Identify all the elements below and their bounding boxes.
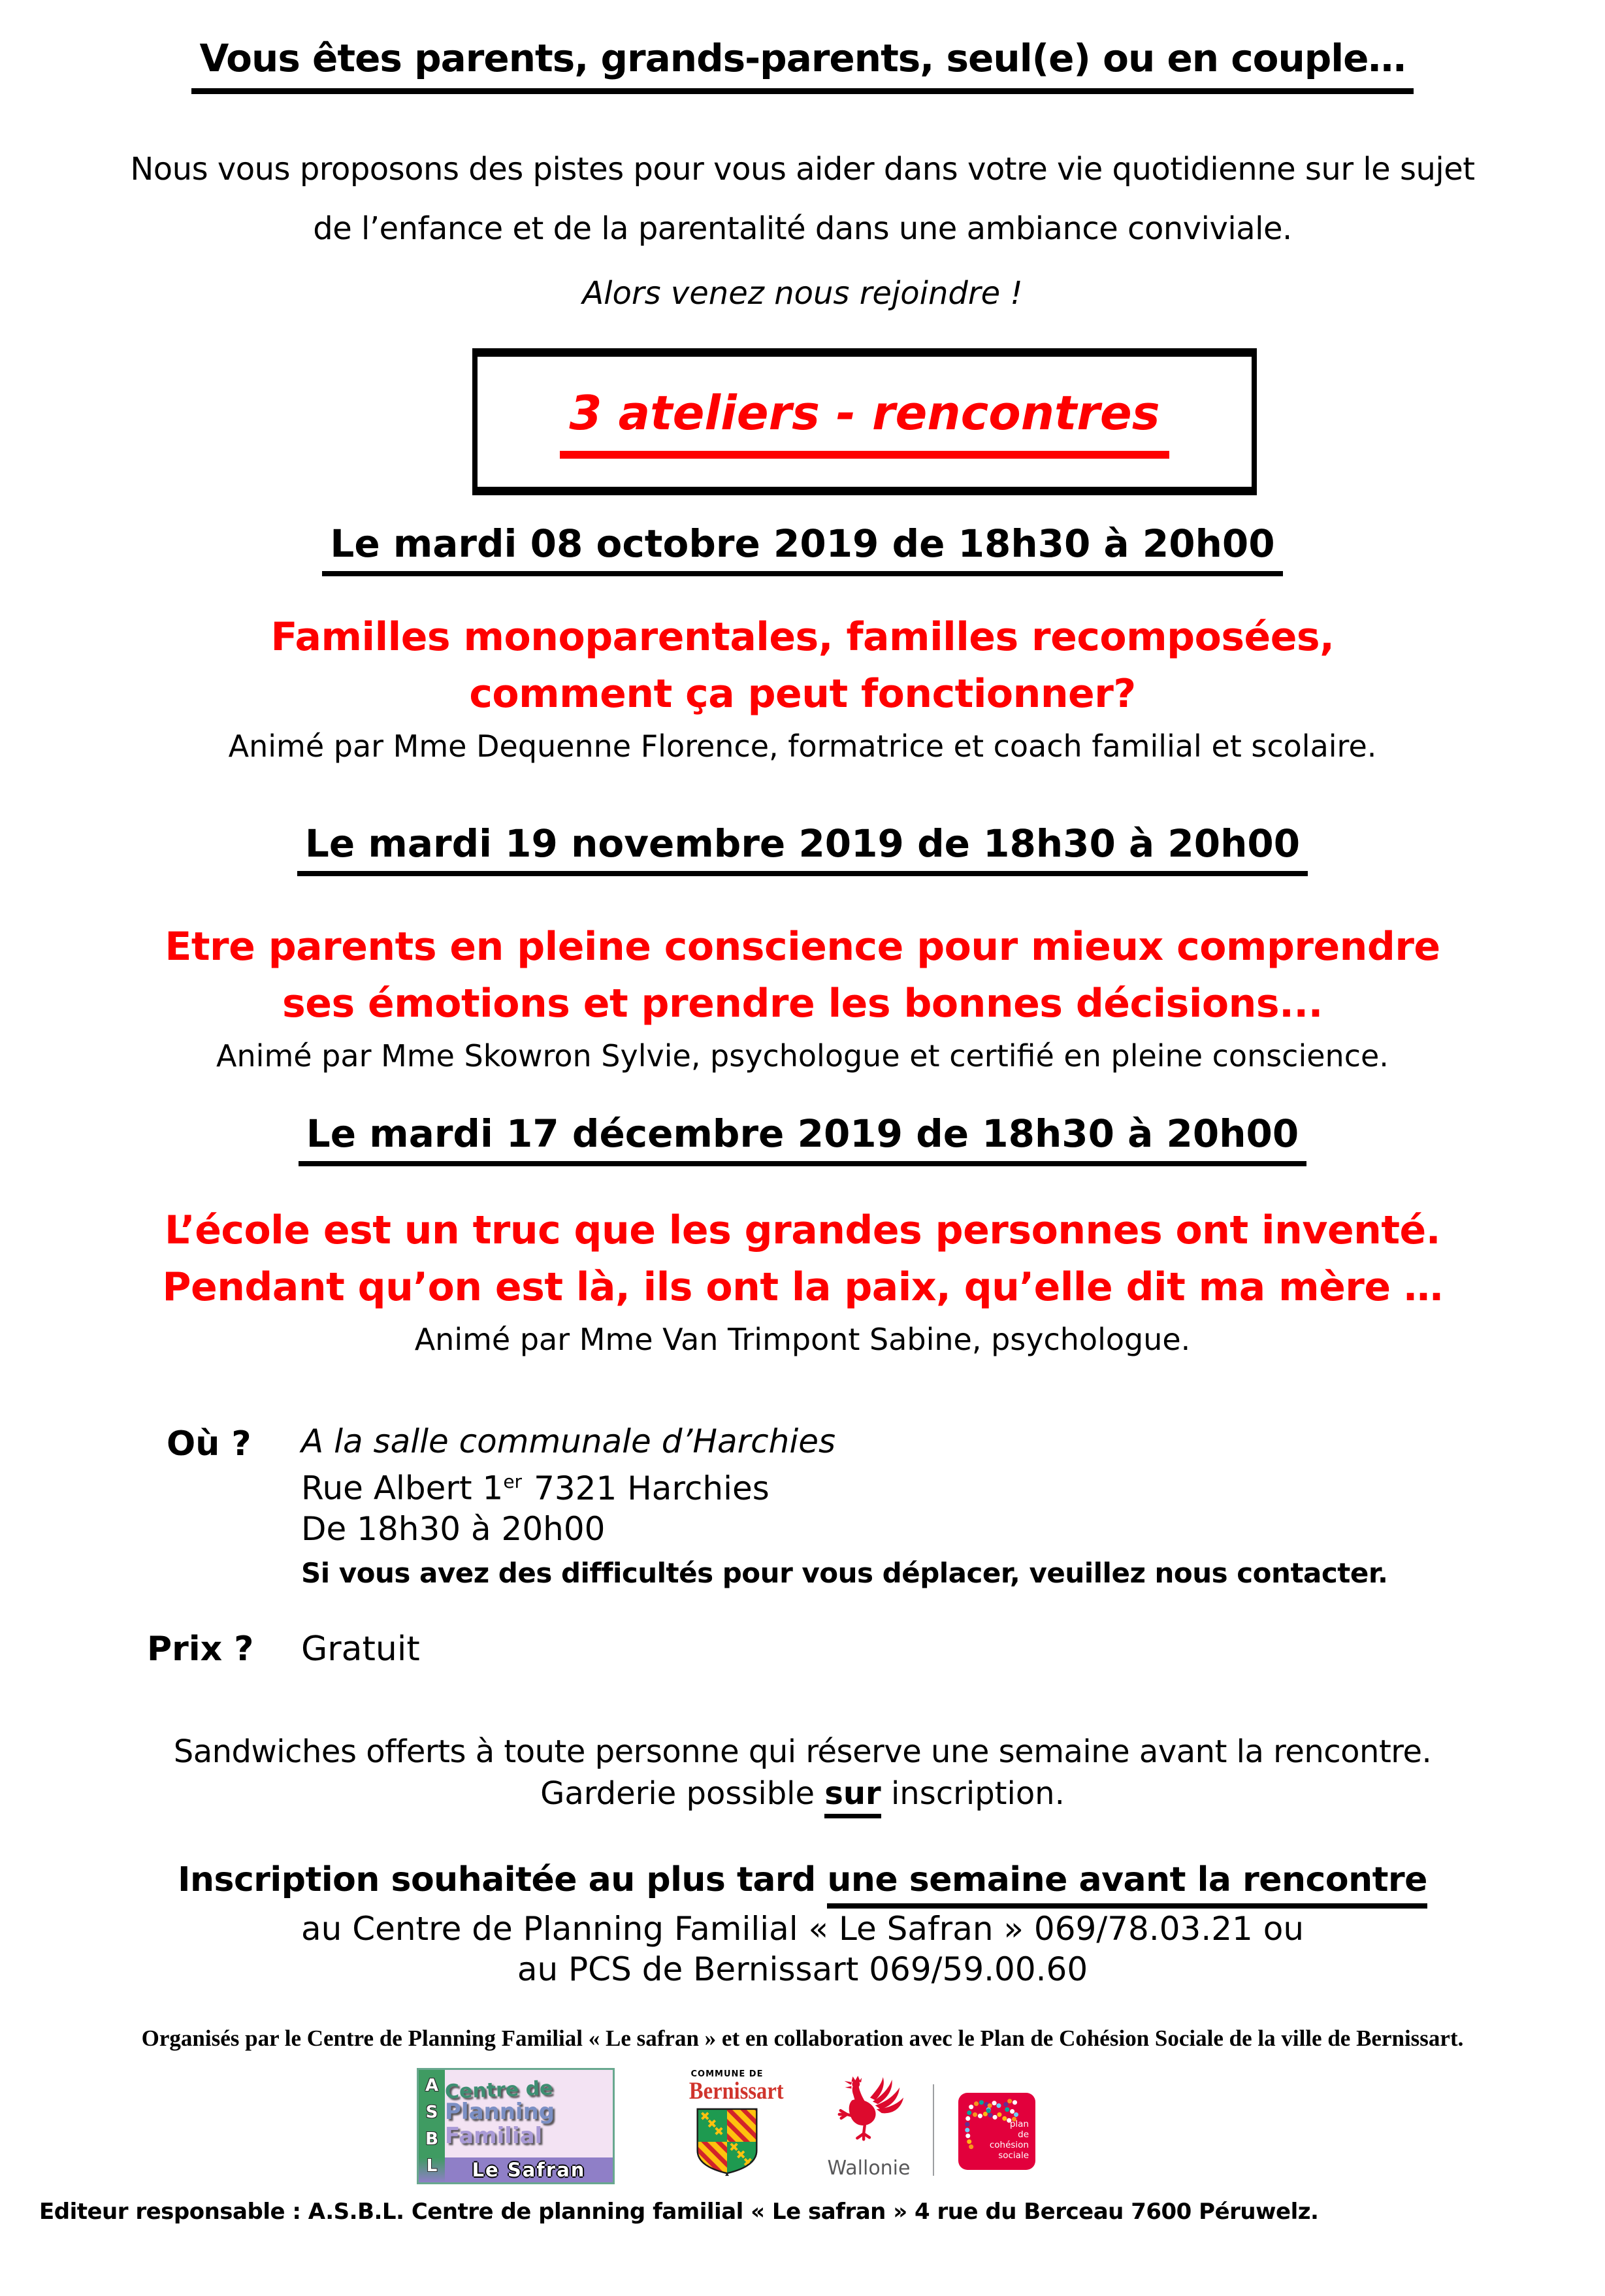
asbl-logo-text: Centre de Planning Familial bbox=[444, 2076, 555, 2149]
flyer-page bbox=[0, 36, 1605, 2225]
bernissart-commune-label: COMMUNE DE bbox=[690, 2069, 764, 2079]
workshop-2-title: Etre parents en pleine conscience pour mieux comprendre ses émotions et prendre les bonnes décisions... bbox=[165, 924, 1440, 1026]
intro-line-1: Nous vous proposons des pistes pour vous aider dans votre vie quotidienne sur le sujet bbox=[130, 151, 1475, 188]
registration-contacts bbox=[39, 1909, 1566, 1990]
workshop-1-date: Le mardi 08 octobre 2019 de 18h30 à 20h00 bbox=[39, 521, 1566, 576]
workshop-1-title: Familles monoparentales, familles recomposées, comment ça peut fonctionner? bbox=[270, 614, 1335, 717]
registration-deadline: une semaine avant la rencontre bbox=[827, 1860, 1427, 1909]
logo-separator bbox=[933, 2084, 934, 2176]
price-section bbox=[39, 1630, 1566, 1669]
centre-planning-familial-logo bbox=[417, 2068, 615, 2184]
sandwiches-note: Sandwiches offerts à toute personne qui réserve une semaine avant la rencontre. bbox=[173, 1733, 1432, 1770]
wallonie-rooster-icon bbox=[828, 2076, 909, 2153]
where-section bbox=[39, 1421, 1566, 1594]
wallonie-logo bbox=[826, 2076, 911, 2180]
where-note: Si vous avez des difficultés pour vous déplacer, veuillez nous contacter. bbox=[301, 1556, 1388, 1589]
garderie-emphasis: sur bbox=[824, 1775, 881, 1818]
pcs-logo bbox=[958, 2093, 1035, 2170]
pcs-label: plan de cohésion sociale bbox=[989, 2118, 1029, 2161]
workshop-2-facilitator: Animé par Mme Skowron Sylvie, psychologue et certifié en pleine conscience. bbox=[216, 1038, 1389, 1074]
address-superscript: er bbox=[503, 1471, 523, 1492]
page-title-text: Vous êtes parents, grands-parents, seul(e) ou en couple… bbox=[191, 36, 1413, 94]
where-label: Où ? bbox=[167, 1424, 251, 1464]
registration-heading: Inscription souhaitée au plus tard une semaine avant la rencontre bbox=[39, 1860, 1566, 1899]
intro-line-2: de l’enfance et de la parentalité dans une ambiance conviviale. bbox=[313, 210, 1292, 247]
bernissart-logo bbox=[684, 2069, 784, 2180]
price-value: Gratuit bbox=[301, 1629, 420, 1669]
bernissart-name: Bernissart bbox=[689, 2077, 784, 2105]
registration-phone-1: au Centre de Planning Familial « Le Safran » 069/78.03.21 ou bbox=[300, 1909, 1305, 1948]
asbl-banner: Le Safran bbox=[445, 2157, 613, 2182]
workshop-2-date: Le mardi 19 novembre 2019 de 18h30 à 20h00 bbox=[39, 821, 1566, 876]
where-hours: De 18h30 à 20h00 bbox=[301, 1509, 606, 1548]
intro-paragraph bbox=[39, 140, 1566, 259]
workshops-box-title: 3 ateliers - rencontres bbox=[560, 385, 1169, 459]
where-address: Rue Albert 1er 7321 Harchies bbox=[301, 1469, 770, 1507]
asbl-vertical-bar: A S B L bbox=[419, 2070, 445, 2182]
page-title bbox=[39, 36, 1566, 94]
organizers-line: Organisés par le Centre de Planning Familial « Le safran » et en collaboration avec le Plan de Cohésion Sociale de la ville de Bernissart. bbox=[141, 2025, 1464, 2051]
registration-phone-2: au PCS de Bernissart 069/59.00.60 bbox=[517, 1950, 1088, 1988]
workshop-3-title: L’école est un truc que les grandes personnes ont inventé. Pendant qu’on est là, ils ont la paix, qu’elle dit ma mère … bbox=[162, 1207, 1443, 1310]
intro-invite: Alors venez nous rejoindre ! bbox=[582, 275, 1023, 312]
where-venue: A la salle communale d’Harchies bbox=[301, 1422, 836, 1460]
workshops-box bbox=[472, 348, 1257, 495]
workshop-3-date: Le mardi 17 décembre 2019 de 18h30 à 20h00 bbox=[39, 1111, 1566, 1166]
price-label: Prix ? bbox=[147, 1629, 254, 1669]
where-content bbox=[301, 1421, 1388, 1594]
workshop-1-facilitator: Animé par Mme Dequenne Florence, formatrice et coach familial et scolaire. bbox=[228, 729, 1377, 764]
workshop-3-facilitator: Animé par Mme Van Trimpont Sabine, psychologue. bbox=[414, 1322, 1191, 1357]
garderie-note: Garderie possible sur inscription. bbox=[39, 1773, 1566, 1814]
wallonie-label: Wallonie bbox=[827, 2156, 911, 2180]
bernissart-shield-icon bbox=[693, 2107, 761, 2177]
publisher-line: Editeur responsable : A.S.B.L. Centre de planning familial « Le safran » 4 rue du Berceau 7600 Péruwelz. bbox=[39, 2198, 1319, 2225]
partner-logos bbox=[39, 2068, 1566, 2189]
